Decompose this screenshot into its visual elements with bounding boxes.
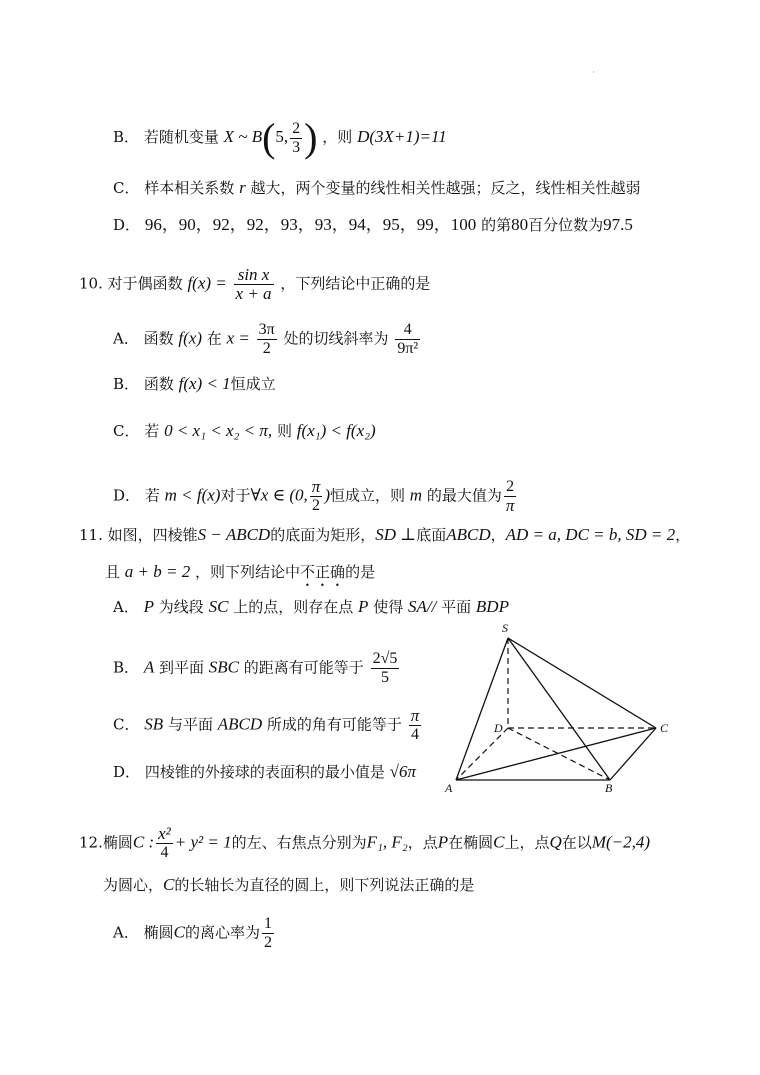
- q10-option-a: A． 函数 f(x) 在 x = $\frac{3\pi}{2}$ 处的切线斜率为 $\frac{4}{\text{9π²}}$: [113, 321, 419, 357]
- q10-option-d: D． 若 m < f(x)对于∀x ∈ (0, $\frac{\pi}{2}$ )恒成立，则 m 的最大值为 $\frac{2}{\pi}$: [113, 477, 515, 515]
- q11-option-d: D． 四棱锥的外接球的表面积的最小值是 √6π: [113, 762, 416, 781]
- fraction: $\frac{\text{x²}}{4}$: [158, 824, 171, 861]
- q11-stem-continued: 且 a + b = 2 ，则下列结论中不正确的是: [105, 562, 376, 581]
- fraction: $\frac{2√5}{5}$: [372, 650, 398, 686]
- fraction: $\frac{1}{2}$: [264, 915, 272, 951]
- edge-sc: [508, 638, 656, 728]
- pyramid-figure: [440, 618, 690, 798]
- edge-da: [456, 728, 508, 780]
- q11-option-c: C． SB 与平面 ABCD 所成的角有可能等于 $\frac{\pi}{4}$: [113, 706, 420, 743]
- fraction: $\frac{2}{\pi}$: [505, 478, 515, 515]
- q12-option-a: A． 椭圆C的离心率为 $\frac{1}{2}$: [113, 915, 272, 951]
- fraction: $\frac{4}{\text{9π²}}$: [397, 321, 419, 357]
- fraction: $\frac{\pi}{4}$: [410, 706, 420, 743]
- q11-option-b: B． A 到平面 SBC 的距离有可能等于 $\frac{2√5}{5}$: [113, 650, 398, 686]
- q11-stem: 11. 如图，四棱锥S − ABCD的底面为矩形，SD ⊥底面ABCD，AD = a, DC = b, SD = 2，: [79, 525, 691, 544]
- q9-option-d: D． 96，90，92，92，93，93，94，95，99，100 的第80百分位数为97.5: [113, 215, 633, 234]
- q10-option-c: C． 若 0 < x₁ < x₂ < π, 则 f(x₁) < f(x₂): [113, 421, 376, 440]
- fraction: $\frac{3\pi}{2}$: [258, 321, 275, 357]
- label-b: B: [605, 781, 613, 795]
- q12-stem: 12.椭圆C : $\frac{\text{x²}}{4}$ + y² = 1的左、右焦点分别为F₁, F₂，点P在椭圆C上，点Q在以M(−2,4): [79, 824, 651, 861]
- label-s: S: [502, 621, 508, 635]
- label-a: A: [445, 781, 453, 795]
- label-d: D: [494, 721, 503, 735]
- fraction: $\frac{\text{sin x}}{x + a}$: [235, 265, 272, 303]
- corner-mark: ·: [592, 68, 595, 77]
- fraction: $\frac{\pi}{2}$: [311, 477, 321, 514]
- edge-db: [508, 728, 610, 780]
- q12-stem-continued: 为圆心，C的长轴长为直径的圆上，则下列说法正确的是: [103, 875, 475, 894]
- edge-sa: [456, 638, 508, 780]
- fraction: $\frac{2}{3}$: [292, 119, 301, 156]
- edge-ac: [456, 728, 656, 780]
- edge-bc: [610, 728, 656, 780]
- label-c: C: [660, 721, 669, 735]
- q9-option-c: C． 样本相关系数 r 越大，两个变量的线性相关性越强；反之，线性相关性越弱: [113, 178, 641, 197]
- q11-option-a: A． P 为线段 SC 上的点，则存在点 P 使得 SA// 平面 BDP: [113, 597, 509, 616]
- q10-option-b: B． 函数 f(x) < 1恒成立: [113, 374, 276, 393]
- edge-sb: [508, 638, 610, 780]
- q9-option-b: B． 若随机变量 X ~ B(5, $\frac{2}{3}$ ) ，则 D(3X+1)=11: [113, 115, 447, 160]
- q10-stem: 10. 对于偶函数 f(x) = $\frac{\text{sin x}}{x + a}$ ，下列结论中正确的是: [79, 265, 431, 303]
